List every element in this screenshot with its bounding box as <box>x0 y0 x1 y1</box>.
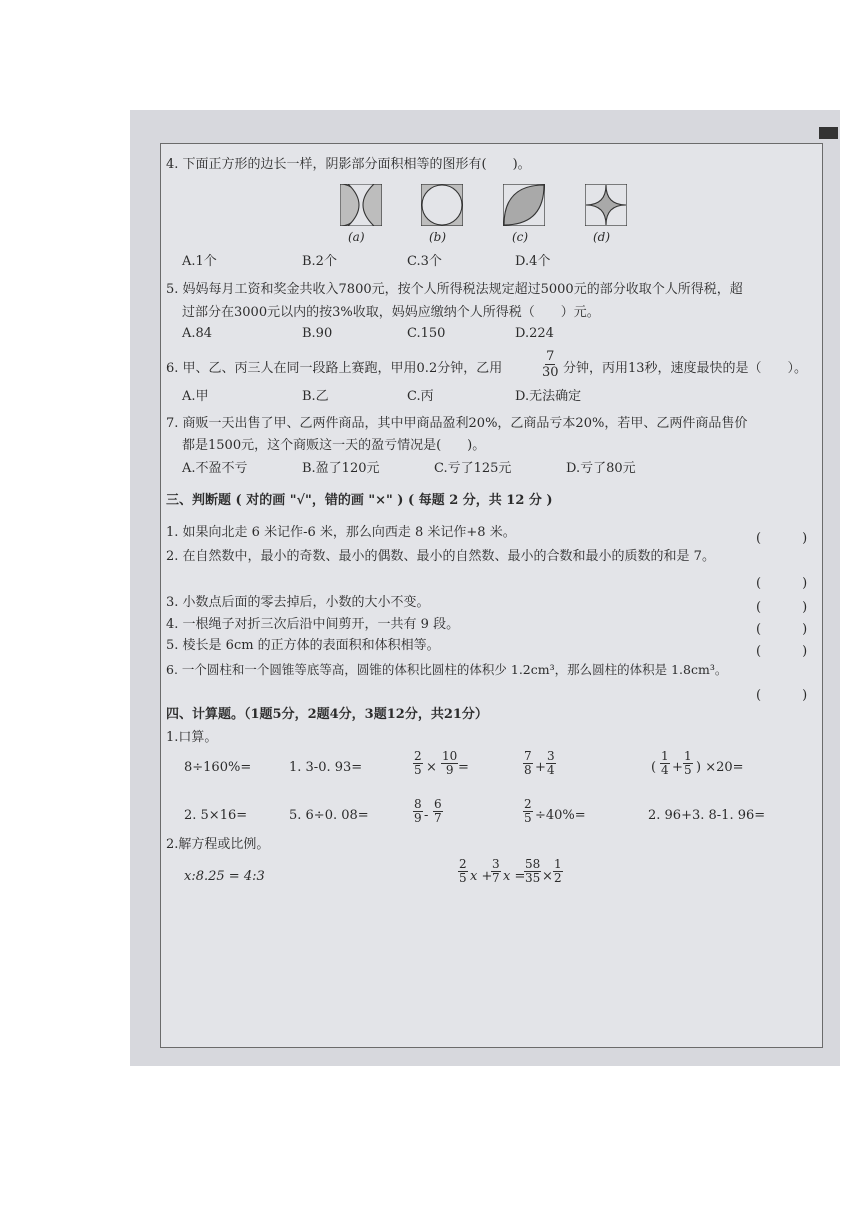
calc-r1-c1: 8÷160%= <box>184 760 252 775</box>
calc-r1-c4-op: + <box>535 760 546 775</box>
frac-den: 7 <box>434 811 442 825</box>
calc-r2-c4-tail: ÷40%= <box>535 808 586 823</box>
judge-answer-6[interactable]: ( ) <box>756 688 822 703</box>
q6-option-d: D.无法确定 <box>515 389 582 404</box>
q7-option-b: B.盈了120元 <box>302 461 380 476</box>
frac-num: 6 <box>434 797 442 811</box>
equation-1: x:8.25 = 4:3 <box>184 869 265 884</box>
judge-answer-1[interactable]: ( ) <box>756 531 822 546</box>
judge-item-2: 2. 在自然数中，最小的奇数、最小的偶数、最小的自然数、最小的合数和最小的质数的和是 7。 <box>166 549 715 564</box>
calc-r1-c3-op: × <box>426 760 437 775</box>
section4-sub1: 1.口算。 <box>166 730 218 745</box>
q5-line2: 过部分在3000元以内的按3%收取，妈妈应缴纳个人所得税（ ）元。 <box>182 305 600 320</box>
calc-r2-c3-op: - <box>424 808 429 823</box>
figure-d-star <box>585 184 627 226</box>
q6-option-a: A.甲 <box>182 389 209 404</box>
frac-num: 2 <box>524 797 532 811</box>
calc-r2-c3-frac-b <box>433 798 443 825</box>
q6-frac-den: 30 <box>542 365 559 380</box>
calc-r1-c5-frac-a <box>660 750 670 777</box>
figure-b-inscribed-circle <box>421 184 463 226</box>
frac-num: 58 <box>525 857 541 871</box>
q5-line1: 5. 妈妈每月工资和奖金共收入7800元，按个人所得税法规定超过5000元的部分收取个人所得税，超 <box>166 282 743 297</box>
judge-item-5: 5. 棱长是 6cm 的正方体的表面积和体积相等。 <box>166 638 440 653</box>
frac-den: 5 <box>684 763 692 777</box>
q7-line1: 7. 商贩一天出售了甲、乙两件商品，其中甲商品盈利20%，乙商品亏本20%，若甲、乙两件商品售价 <box>166 416 748 431</box>
calc-r2-c1: 2. 5×16= <box>184 808 248 823</box>
judge-answer-3[interactable]: ( ) <box>756 600 822 615</box>
frac-num: 8 <box>414 797 422 811</box>
frac-den: 5 <box>414 763 422 777</box>
judge-item-3: 3. 小数点后面的零去掉后，小数的大小不变。 <box>166 595 430 610</box>
q7-option-c: C.亏了125元 <box>434 461 512 476</box>
corner-marker <box>819 127 838 139</box>
q7-option-d: D.亏了80元 <box>566 461 636 476</box>
calc-r2-c2: 5. 6÷0. 08= <box>289 808 369 823</box>
frac-num: 2 <box>459 857 467 871</box>
frac-den: 4 <box>547 763 555 777</box>
frac-num: 1 <box>684 749 692 763</box>
section3-title: 三、判断题 ( 对的画 "√"，错的画 "×" ) ( 每题 2 分，共 12 分 ) <box>166 493 553 508</box>
judge-answer-5[interactable]: ( ) <box>756 644 822 659</box>
q6-prefix: 6. 甲、乙、丙三人在同一段路上赛跑，甲用0.2分钟，乙用 <box>166 361 503 376</box>
frac-num: 10 <box>442 749 458 763</box>
q6-option-c: C.丙 <box>407 389 434 404</box>
judge-item-4: 4. 一根绳子对折三次后沿中间剪开，一共有 9 段。 <box>166 617 460 632</box>
calc-r1-c5-op: + <box>672 760 683 775</box>
figure-d-label: (d) <box>593 230 611 244</box>
judge-item-6: 6. 一个圆柱和一个圆锥等底等高，圆锥的体积比圆柱的体积少 1.2cm³，那么圆柱的体积是 1.8cm³。 <box>166 662 728 677</box>
frac-den: 5 <box>524 811 532 825</box>
frac-den: 2 <box>554 871 562 885</box>
calc-r2-c4-frac <box>523 798 533 825</box>
calc-r1-c5-tail: ) ×20= <box>696 760 744 775</box>
judge-item-1: 1. 如果向北走 6 米记作-6 米，那么向西走 8 米记作+8 米。 <box>166 525 516 540</box>
frac-num: 3 <box>547 749 555 763</box>
frac-den: 5 <box>459 871 467 885</box>
calc-r1-c5-frac-b <box>683 750 693 777</box>
frac-den: 9 <box>445 763 454 777</box>
frac-num: 3 <box>492 857 500 871</box>
frac-den: 8 <box>524 763 532 777</box>
eq2-x1: x + <box>470 869 493 884</box>
frac-num: 1 <box>554 857 562 871</box>
q5-option-b: B.90 <box>302 326 333 341</box>
q6-suffix: 分钟，丙用13秒，速度最快的是（ ）。 <box>563 361 808 376</box>
q4-option-a: A.1个 <box>182 254 217 269</box>
calc-r1-c2: 1. 3-0. 93= <box>289 760 363 775</box>
judge-answer-2[interactable]: ( ) <box>756 576 822 591</box>
calc-r1-c3-frac-a <box>413 750 423 777</box>
frac-num: 7 <box>524 749 532 763</box>
q4-option-b: B.2个 <box>302 254 337 269</box>
judge-answer-4[interactable]: ( ) <box>756 622 822 637</box>
section4-title: 四、计算题。（1题5分，2题4分，3题12分，共21分） <box>166 707 488 722</box>
frac-den: 4 <box>661 763 669 777</box>
calc-r1-c4-frac-a <box>523 750 533 777</box>
figure-a-label: (a) <box>348 230 365 244</box>
frac-num: 2 <box>414 749 422 763</box>
frac-den: 7 <box>492 871 500 885</box>
q7-line2: 都是1500元，这个商贩这一天的盈亏情况是( )。 <box>182 438 486 453</box>
figure-b-label: (b) <box>429 230 447 244</box>
q6-option-b: B.乙 <box>302 389 329 404</box>
q4-option-d: D.4个 <box>515 254 551 269</box>
section4-sub2: 2.解方程或比例。 <box>166 837 270 852</box>
eq2-op: × <box>542 869 553 884</box>
figure-a-two-arcs <box>340 184 382 226</box>
eq2-frac-b <box>491 858 501 885</box>
q6-frac-num: 7 <box>546 349 555 364</box>
calc-r2-c3-frac-a <box>413 798 423 825</box>
calc-r1-c5-open: ( <box>651 760 657 775</box>
eq2-frac-c <box>524 858 541 885</box>
q7-option-a: A.不盈不亏 <box>182 461 248 476</box>
frac-den: 9 <box>414 811 422 825</box>
figure-c-leaf <box>503 184 545 226</box>
eq2-x2: x = <box>503 869 526 884</box>
q4-option-c: C.3个 <box>407 254 442 269</box>
frac-den: 35 <box>525 871 541 885</box>
frac-num: 1 <box>661 749 669 763</box>
eq2-frac-a <box>458 858 468 885</box>
calc-r2-c5: 2. 96+3. 8-1. 96= <box>648 808 766 823</box>
figure-c-label: (c) <box>512 230 529 244</box>
q5-option-c: C.150 <box>407 326 446 341</box>
eq2-frac-d <box>553 858 563 885</box>
calc-r1-c3-tail: = <box>458 760 469 775</box>
q6-fraction <box>542 349 559 380</box>
q4-stem: 4. 下面正方形的边长一样，阴影部分面积相等的图形有( )。 <box>166 157 531 172</box>
q5-option-a: A.84 <box>182 326 213 341</box>
calc-r1-c3-frac-b <box>441 750 458 777</box>
calc-r1-c4-frac-b <box>546 750 556 777</box>
q5-option-d: D.224 <box>515 326 554 341</box>
